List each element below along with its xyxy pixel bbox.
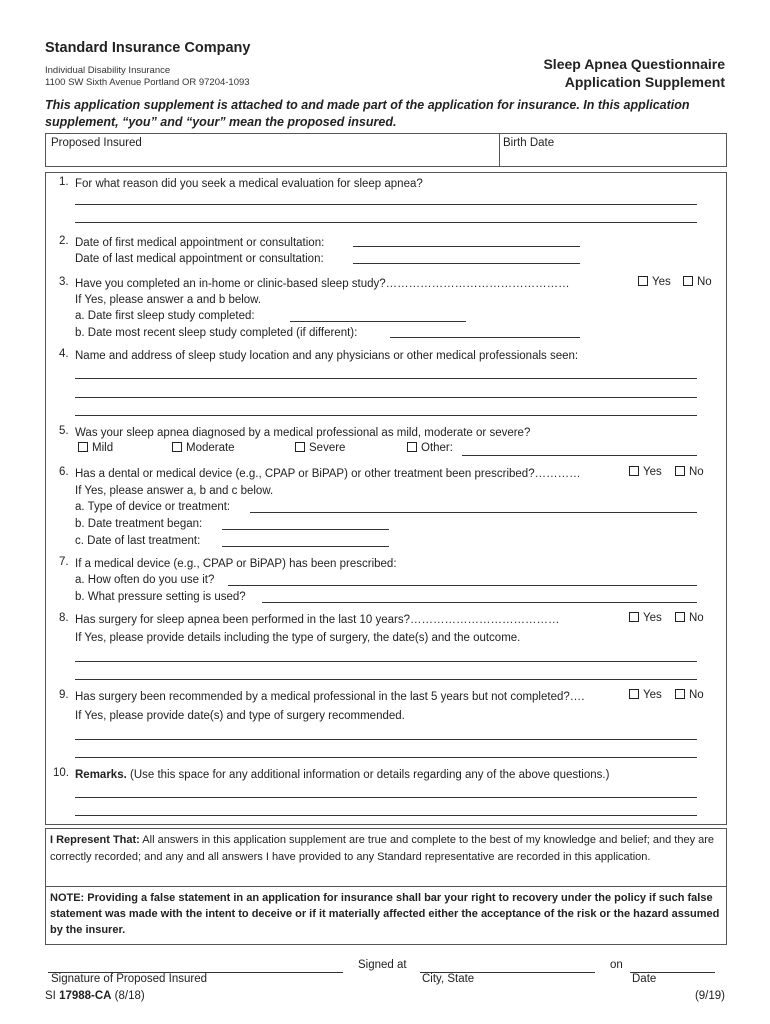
form-date: (8/18)	[111, 990, 145, 1002]
box-divider	[499, 134, 500, 166]
yes-label: Yes	[643, 466, 662, 478]
company-address: 1100 SW Sixth Avenue Portland OR 97204-1093	[45, 77, 250, 88]
note-text: NOTE: Providing a false statement in an application for insurance shall bar your right to recovery under the policy if such false statement was made with the intent to deceive or if it materially affected either the acceptance of the risk or the hazard assumed by the insurer.	[50, 892, 720, 936]
q5-number: 5.	[59, 425, 69, 437]
q3-text: Have you completed an in-home or clinic-based sleep study?…………………………………………	[75, 278, 570, 290]
q9-answer-line[interactable]	[75, 757, 697, 758]
q5-option-mild[interactable]	[78, 442, 113, 454]
signature-label: Signature of Proposed Insured	[51, 973, 207, 985]
q8-no-checkbox[interactable]	[675, 612, 685, 622]
q8-yes[interactable]	[629, 612, 662, 624]
q6-yes-checkbox[interactable]	[629, 466, 639, 476]
other-checkbox[interactable]	[407, 442, 417, 452]
q7a-answer-line[interactable]	[228, 585, 697, 586]
q1-text: For what reason did you seek a medical evaluation for sleep apnea?	[75, 178, 423, 190]
q6-yes[interactable]	[629, 466, 662, 478]
q3-yes-checkbox[interactable]	[638, 276, 648, 286]
q5-option-other[interactable]	[407, 442, 453, 454]
q1-answer-line[interactable]	[75, 222, 697, 223]
q6-number: 6.	[59, 466, 69, 478]
moderate-checkbox[interactable]	[172, 442, 182, 452]
date-label: Date	[632, 973, 657, 985]
q6-text: Has a dental or medical device (e.g., CPAP or BiPAP) or other treatment been prescribed?…………	[75, 468, 581, 480]
q4-answer-line[interactable]	[75, 397, 697, 398]
q10-text	[75, 767, 609, 784]
intro-text: This application supplement is attached to and made part of the application for insurance. In this application supplement, “you” and “your” mean the proposed insured.	[45, 98, 690, 129]
q2b-text: Date of last medical appointment or consultation:	[75, 253, 324, 265]
q9-yes-checkbox[interactable]	[629, 689, 639, 699]
q1-number: 1.	[59, 176, 69, 188]
q3a-text: a. Date first sleep study completed:	[75, 310, 255, 322]
q4-text: Name and address of sleep study location and any physicians or other medical professionals seen:	[75, 350, 579, 362]
q4-answer-line[interactable]	[75, 415, 697, 416]
form-number	[45, 990, 145, 1002]
q9-ifyes: If Yes, please provide date(s) and type of surgery recommended.	[75, 710, 405, 722]
q5-other-line[interactable]	[462, 455, 697, 456]
q4-answer-line[interactable]	[75, 378, 697, 379]
birth-date-label: Birth Date	[503, 137, 555, 149]
no-label: No	[697, 276, 712, 288]
severe-label: Severe	[309, 442, 346, 454]
company-name: Standard Insurance Company	[45, 40, 251, 56]
signed-at-label: Signed at	[358, 959, 407, 971]
q6b-answer-line[interactable]	[222, 529, 389, 530]
q6-no[interactable]	[675, 466, 704, 478]
q3b-answer-line[interactable]	[390, 337, 580, 338]
q9-text: Has surgery been recommended by a medical professional in the last 5 years but not completed?….	[75, 691, 585, 703]
mild-label: Mild	[92, 442, 114, 454]
q8-answer-line[interactable]	[75, 661, 697, 662]
q7b-answer-line[interactable]	[262, 602, 697, 603]
no-label: No	[689, 689, 704, 701]
yes-label: Yes	[643, 689, 662, 701]
revision-date: (9/19)	[694, 990, 725, 1002]
q3b-text: b. Date most recent sleep study completed (if different):	[75, 327, 358, 339]
q6b-text: b. Date treatment began:	[75, 518, 203, 530]
represent-bold: I Represent That:	[50, 834, 140, 846]
q5-option-severe[interactable]	[295, 442, 345, 454]
q1-answer-line[interactable]	[75, 204, 697, 205]
q4-number: 4.	[59, 348, 69, 360]
q8-ifyes: If Yes, please provide details including the type of surgery, the date(s) and the outcome.	[75, 632, 521, 644]
q6-ifyes: If Yes, please answer a, b and c below.	[75, 485, 274, 497]
other-label: Other:	[421, 442, 453, 454]
form-subtitle: Application Supplement	[564, 74, 725, 90]
q6-no-checkbox[interactable]	[675, 466, 685, 476]
q7b-text: b. What pressure setting is used?	[75, 591, 246, 603]
q2a-answer-line[interactable]	[353, 246, 580, 247]
q9-number: 9.	[59, 689, 69, 701]
q7a-text: a. How often do you use it?	[75, 574, 215, 586]
represent-box	[45, 828, 727, 887]
q6c-text: c. Date of last treatment:	[75, 535, 201, 547]
q6a-text: a. Type of device or treatment:	[75, 501, 231, 513]
proposed-insured-label: Proposed Insured	[51, 137, 142, 149]
q3-no[interactable]	[683, 276, 712, 288]
q10-number: 10.	[53, 767, 69, 779]
q8-yes-checkbox[interactable]	[629, 612, 639, 622]
q3-yes[interactable]	[638, 276, 671, 288]
division: Individual Disability Insurance	[45, 65, 171, 76]
q3-ifyes: If Yes, please answer a and b below.	[75, 294, 262, 306]
q10-answer-line[interactable]	[75, 815, 697, 816]
q2-number: 2.	[59, 235, 69, 247]
mild-checkbox[interactable]	[78, 442, 88, 452]
q10-rest: (Use this space for any additional information or details regarding any of the above questions.)	[126, 769, 610, 781]
q8-text: Has surgery for sleep apnea been performed in the last 10 years?…………………………………	[75, 614, 560, 626]
q7-number: 7.	[59, 556, 69, 568]
moderate-label: Moderate	[186, 442, 235, 454]
yes-label: Yes	[643, 612, 662, 624]
q10-bold: Remarks.	[75, 769, 127, 781]
on-label: on	[610, 959, 623, 971]
q9-yes[interactable]	[629, 689, 662, 701]
q9-no-checkbox[interactable]	[675, 689, 685, 699]
q3-number: 3.	[59, 276, 69, 288]
q2a-text: Date of first medical appointment or consultation:	[75, 237, 325, 249]
no-label: No	[689, 612, 704, 624]
yes-label: Yes	[652, 276, 671, 288]
q8-answer-line[interactable]	[75, 679, 697, 680]
q7-text: If a medical device (e.g., CPAP or BiPAP) has been prescribed:	[75, 558, 397, 570]
represent-text: All answers in this application supplement are true and complete to the best of my knowledge and belief; and they are correctly recorded; and any and all answers I have provided to any Standard representative are recorded in this application.	[50, 834, 715, 863]
form-title: Sleep Apnea Questionnaire	[543, 56, 725, 72]
q8-number: 8.	[59, 612, 69, 624]
insured-info-box	[45, 133, 727, 167]
q5-text: Was your sleep apnea diagnosed by a medical professional as mild, moderate or severe?	[75, 427, 531, 439]
no-label: No	[689, 466, 704, 478]
q2b-answer-line[interactable]	[353, 263, 580, 264]
city-state-label: City, State	[422, 973, 475, 985]
q5-option-moderate[interactable]	[172, 442, 235, 454]
q6c-answer-line[interactable]	[222, 546, 389, 547]
q8-no[interactable]	[675, 612, 704, 624]
q3-no-checkbox[interactable]	[683, 276, 693, 286]
q6a-answer-line[interactable]	[250, 512, 697, 513]
q9-no[interactable]	[675, 689, 704, 701]
note-box	[45, 886, 727, 945]
form-prefix: SI	[45, 990, 60, 1002]
severe-checkbox[interactable]	[295, 442, 305, 452]
q10-answer-line[interactable]	[75, 797, 697, 798]
form-id: 17988-CA	[59, 990, 112, 1002]
q3a-answer-line[interactable]	[290, 321, 466, 322]
q9-answer-line[interactable]	[75, 739, 697, 740]
